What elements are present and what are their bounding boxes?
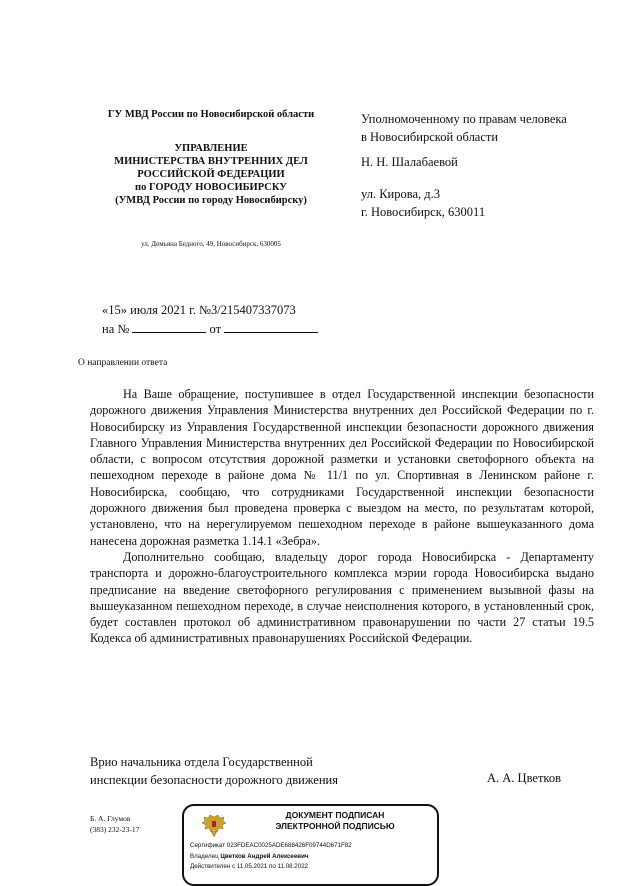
dept-line: по ГОРОДУ НОВОСИБИРСКУ <box>135 182 287 193</box>
recipient-region: в Новосибирской области <box>361 130 499 144</box>
valid-to-label: по <box>269 863 276 870</box>
recipient-city: г. Новосибирск, 630011 <box>361 205 486 219</box>
reference-line <box>102 320 318 337</box>
body-paragraph: Дополнительно сообщаю, владельцу дорог города Новосибирска - Департаменту транспорта и дорожно-благоустроительного комплекса мэрии города Новосибирска выдано предписание на введение светофорного регулирования с применением вызывной фазы на вышеуказанном пешеходном переходе, в случае неисполнения которого, в установленный срок, будет составлен протокол об административном правонарушении по части 27 статьи 19.5 Кодекса об административных правонарушениях Российской Федерации. <box>90 549 594 646</box>
eagle-emblem-icon <box>200 812 228 840</box>
document-date-number: «15» июля 2021 г. №3/215407337073 <box>102 303 296 317</box>
dept-line: МИНИСТЕРСТВА ВНУТРЕННИХ ДЕЛ <box>114 156 308 167</box>
electronic-signature-stamp <box>182 804 439 886</box>
valid-label: Действителен с <box>190 863 236 870</box>
position-line: Врио начальника отдела Государственной <box>90 755 313 769</box>
subject-line: О направлении ответа <box>78 358 168 368</box>
letterhead-department <box>80 142 342 207</box>
owner-label: Владелец <box>190 852 219 860</box>
stamp-title <box>240 810 430 832</box>
valid-from: 11.05.2021 <box>236 863 268 870</box>
cert-label: Сертификат <box>190 842 226 849</box>
valid-to: 11.08.2022 <box>277 863 309 870</box>
ref-number-blank <box>132 320 206 333</box>
position-line: инспекции безопасности дорожного движения <box>90 773 338 787</box>
executor-info <box>90 813 139 835</box>
recipient-name: Н. Н. Шалабаевой <box>361 155 458 169</box>
validity-row <box>190 862 352 873</box>
recipient-block <box>361 110 611 221</box>
executor-name: Б. А. Глумов <box>90 814 131 823</box>
signatory-position <box>90 753 338 789</box>
stamp-title-line: ЭЛЕКТРОННОЙ ПОДПИСЬЮ <box>275 821 395 831</box>
letterhead-org: ГУ МВД России по Новосибирской области <box>107 109 315 120</box>
cert-value: 023FDEAC0025ADE688426F09744D671F82 <box>226 842 352 849</box>
dept-line: (УМВД России по городу Новосибирску) <box>115 195 307 206</box>
certificate-row <box>190 841 352 852</box>
stamp-details <box>190 841 352 873</box>
letterhead-address: ул. Демьяна Бедного, 49, Новосибирск, 630005 <box>141 240 281 248</box>
signatory-name: А. А. Цветков <box>487 771 562 785</box>
executor-phone: (383) 232-23-17 <box>90 825 140 834</box>
ref-from: от <box>209 322 222 336</box>
ref-prefix: на № <box>102 322 130 336</box>
letter-body <box>90 386 594 647</box>
owner-value: Цветков Андрей Алексеевич <box>220 852 309 860</box>
dept-line: УПРАВЛЕНИЕ <box>174 143 248 154</box>
ref-date-blank <box>224 320 318 333</box>
stamp-title-line: ДОКУМЕНТ ПОДПИСАН <box>285 810 385 820</box>
body-paragraph: На Ваше обращение, поступившее в отдел Государственной инспекции безопасности дорожного движения Управления Министерства внутренних дел Российской Федерации по г. Новосибирску из Управления Государственной инспекции безопасности дорожного движения Главного Управления Министерства внутренних дел Российской Федерации по Новосибирской области, с вопросом отсутствия дорожной разметки и установки светофорного объекта на пешеходном переходе в районе дома № 11/1 по ул. Спортивная в Ленинском районе г. Новосибирска, сообщаю, что сотрудниками Государственной инспекции безопасности дорожного движения был проведена проверка с выездом на место, по результатам которой, установлено, что на нерегулируемом пешеходном переходе в районе вышеуказанного дома нанесена дорожная разметка 1.14.1 «Зебра». <box>90 387 594 548</box>
recipient-street: ул. Кирова, д.3 <box>361 187 440 201</box>
recipient-title: Уполномоченному по правам человека <box>361 112 567 126</box>
dept-line: РОССИЙСКОЙ ФЕДЕРАЦИИ <box>137 169 285 180</box>
owner-row <box>190 852 352 863</box>
